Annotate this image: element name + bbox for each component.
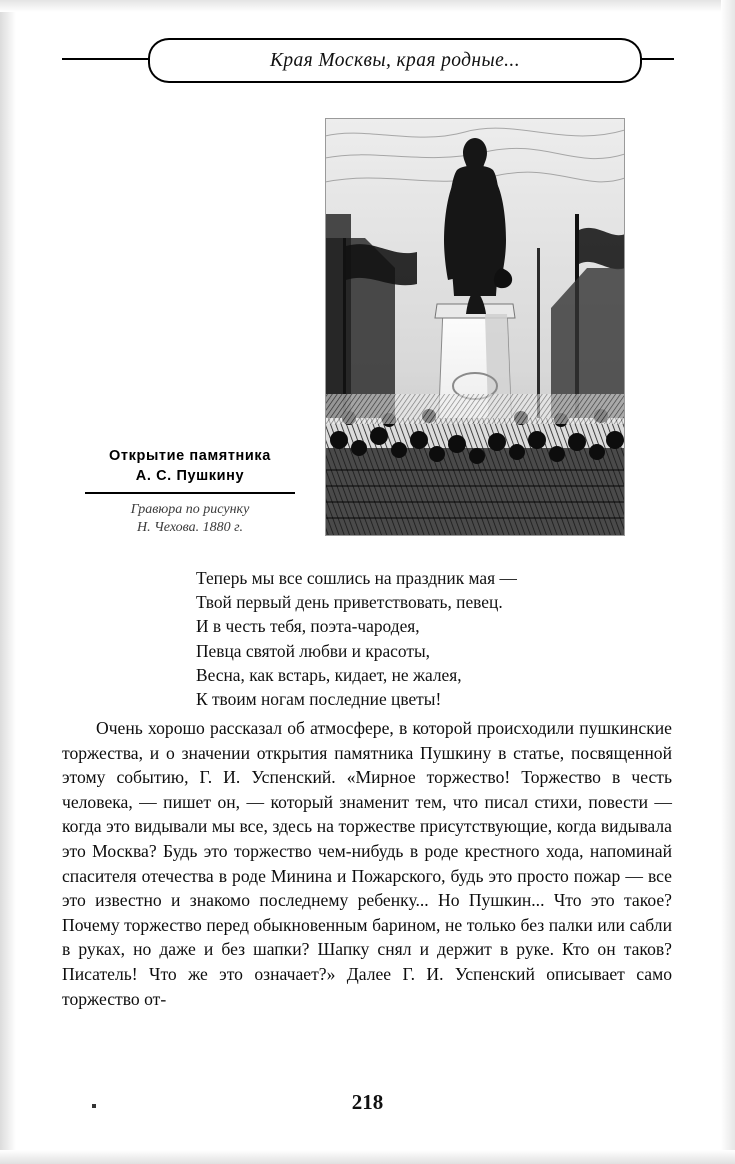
engraving-illustration	[325, 118, 625, 536]
header-rule-right	[638, 58, 674, 60]
page-number: 218	[351, 1090, 384, 1114]
body-text-block	[62, 716, 672, 1011]
figure-caption-source	[80, 501, 300, 537]
poem-line: Певца святой любви и красоты,	[196, 640, 431, 661]
figure-caption	[80, 446, 300, 537]
figure-caption-source-line2: Н. Чехова. 1880 г.	[137, 520, 243, 535]
header-title: Края Москвы, края родные...	[270, 49, 520, 71]
figure-caption-title-line2: А. С. Пушкину	[135, 468, 245, 484]
page-edge-shading-top	[0, 0, 735, 12]
page-edge-shading-bottom	[0, 1150, 735, 1164]
poem-line: Теперь мы все сошлись на праздник мая —	[196, 568, 517, 588]
page-edge-shading-right	[721, 0, 735, 1164]
body-paragraph	[62, 716, 672, 1011]
poem-line: И в честь тебя, поэта-чародея,	[196, 616, 420, 637]
poem-line: Весна, как встарь, кидает, не жалея,	[196, 664, 462, 685]
body-paragraph-text: Очень хорошо рассказал об атмосфере, в которой происходили пушкинские торжества, и о значении открытия памятника Пушкину в статье, посвященной этому событию, Г. И. Успенский. «Мирное торжество! Торжество в честь человека, — пишет он, — который знаменит тем, что писал стихи, повести — когда это видывали мы все, здесь на торжестве присутствующие, когда видывала это Москва? Будь это торжество чем-нибудь в роде крестного хода, напоминай спасителя отечества в роде Минина и Пожарского, будь это просто пожар — все это известно и знакомо последнему ребенку... Но Пушкин... Что это такое? Почему торжество перед обыкновенным барином, не только без палки или сабли в руках, но даже и без шапки? Шапку снял и держит в руке. Кто он таков? Писатель! Что же это означает?» Далее Г. И. Успенский описывает само торжество от-	[62, 718, 672, 1009]
figure-caption-source-line1: Гравюра по рисунку	[130, 502, 250, 517]
header-cartouche	[148, 38, 642, 83]
poem-line: К твоим ногам последние цветы!	[196, 689, 442, 710]
page-header	[62, 38, 674, 80]
scan-artifact-dot	[92, 1104, 96, 1108]
figure-caption-title-line1: Открытие памятника	[109, 448, 271, 464]
header-rule-left	[62, 58, 148, 60]
figure-caption-title	[80, 446, 300, 486]
poem-block	[196, 566, 616, 711]
figure-caption-divider	[85, 492, 295, 494]
poem-line: Твой первый день приветствовать, певец.	[196, 592, 503, 613]
page-edge-shading-left	[0, 0, 16, 1164]
